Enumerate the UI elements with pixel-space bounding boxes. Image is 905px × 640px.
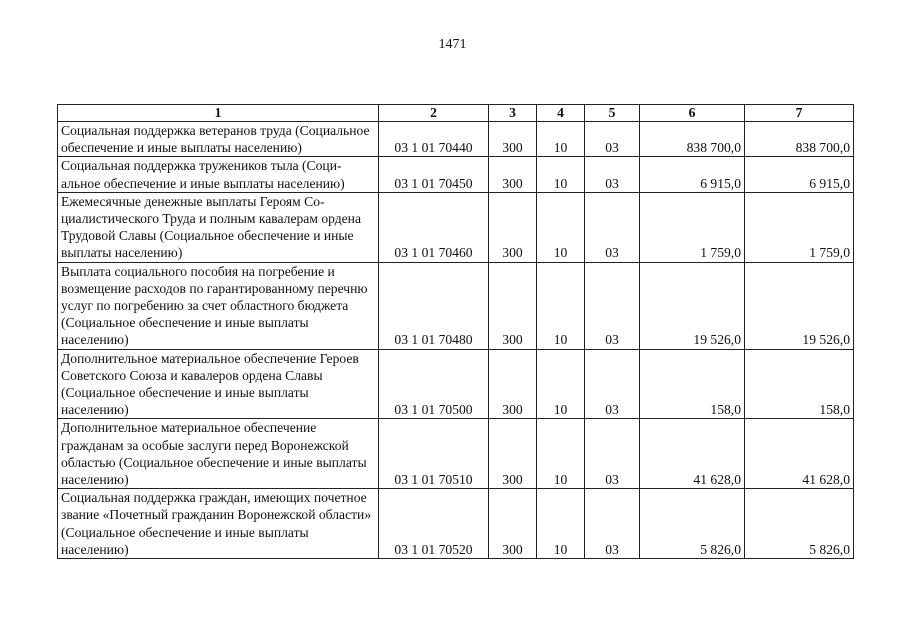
- column-header-3: 3: [489, 105, 537, 122]
- row-col-4: 10: [537, 122, 585, 157]
- row-name: Дополнительное материальное обеспечение гражданам за особые заслуги перед Воронежской областью (Социальное обеспечение и иные выплаты населению): [58, 419, 379, 489]
- column-header-7: 7: [745, 105, 854, 122]
- row-name: Социальная поддержка ветеранов труда (Социальное обеспечение и иные выплаты населению): [58, 122, 379, 157]
- row-col-3: 300: [489, 157, 537, 192]
- row-name: Социальная поддержка тружеников тыла (Социальное обеспечение и иные выплаты населению): [58, 157, 379, 192]
- row-name: Социальная поддержка граждан, имеющих почетное звание «Почетный гражданин Воронежской области» (Социальное обеспечение и иные выплаты населению): [58, 489, 379, 559]
- column-header-4: 4: [537, 105, 585, 122]
- row-col-3: 300: [489, 262, 537, 349]
- row-code: 03 1 01 70520: [379, 489, 489, 559]
- row-col-6: 6 915,0: [640, 157, 745, 192]
- table-row: [58, 192, 854, 262]
- row-code: 03 1 01 70510: [379, 419, 489, 489]
- row-col-6: 41 628,0: [640, 419, 745, 489]
- row-code: 03 1 01 70440: [379, 122, 489, 157]
- row-col-5: 03: [585, 419, 640, 489]
- row-col-5: 03: [585, 192, 640, 262]
- row-code: 03 1 01 70460: [379, 192, 489, 262]
- row-col-4: 10: [537, 489, 585, 559]
- row-col-7: 1 759,0: [745, 192, 854, 262]
- budget-table: [57, 104, 854, 559]
- table-row: [58, 157, 854, 192]
- row-col-7: 838 700,0: [745, 122, 854, 157]
- row-col-4: 10: [537, 349, 585, 419]
- row-col-3: 300: [489, 192, 537, 262]
- row-col-3: 300: [489, 349, 537, 419]
- row-col-7: 158,0: [745, 349, 854, 419]
- row-col-5: 03: [585, 349, 640, 419]
- row-col-5: 03: [585, 122, 640, 157]
- row-col-6: 5 826,0: [640, 489, 745, 559]
- row-col-6: 19 526,0: [640, 262, 745, 349]
- column-header-2: 2: [379, 105, 489, 122]
- row-name: Дополнительное материальное обеспечение Героев Советского Союза и кавалеров ордена Славы (Социальное обеспечение и иные выплаты населению): [58, 349, 379, 419]
- row-col-7: 6 915,0: [745, 157, 854, 192]
- row-col-3: 300: [489, 122, 537, 157]
- column-header-1: 1: [58, 105, 379, 122]
- row-col-6: 1 759,0: [640, 192, 745, 262]
- row-col-5: 03: [585, 157, 640, 192]
- column-header-6: 6: [640, 105, 745, 122]
- row-col-4: 10: [537, 157, 585, 192]
- row-code: 03 1 01 70480: [379, 262, 489, 349]
- row-code: 03 1 01 70450: [379, 157, 489, 192]
- row-col-6: 158,0: [640, 349, 745, 419]
- table-row: [58, 349, 854, 419]
- row-col-7: 5 826,0: [745, 489, 854, 559]
- row-col-6: 838 700,0: [640, 122, 745, 157]
- table-row: [58, 419, 854, 489]
- row-col-4: 10: [537, 419, 585, 489]
- row-name: Выплата социального пособия на погребение и возмещение расходов по гарантированному перечню услуг по погребению за счет областного бюджета (Социальное обеспечение и иные выплаты населению): [58, 262, 379, 349]
- row-col-3: 300: [489, 419, 537, 489]
- row-col-3: 300: [489, 489, 537, 559]
- table-row: [58, 489, 854, 559]
- row-code: 03 1 01 70500: [379, 349, 489, 419]
- table-header-row: [58, 105, 854, 122]
- row-col-5: 03: [585, 489, 640, 559]
- column-header-5: 5: [585, 105, 640, 122]
- row-col-5: 03: [585, 262, 640, 349]
- table-row: [58, 122, 854, 157]
- row-name: Ежемесячные денежные выплаты Героям Социалистического Труда и полным кавалерам ордена Трудовой Славы (Социальное обеспечение и иные выплаты населению): [58, 192, 379, 262]
- row-col-7: 19 526,0: [745, 262, 854, 349]
- page-number: 1471: [438, 37, 467, 52]
- row-col-7: 41 628,0: [745, 419, 854, 489]
- row-col-4: 10: [537, 262, 585, 349]
- row-col-4: 10: [537, 192, 585, 262]
- table-row: [58, 262, 854, 349]
